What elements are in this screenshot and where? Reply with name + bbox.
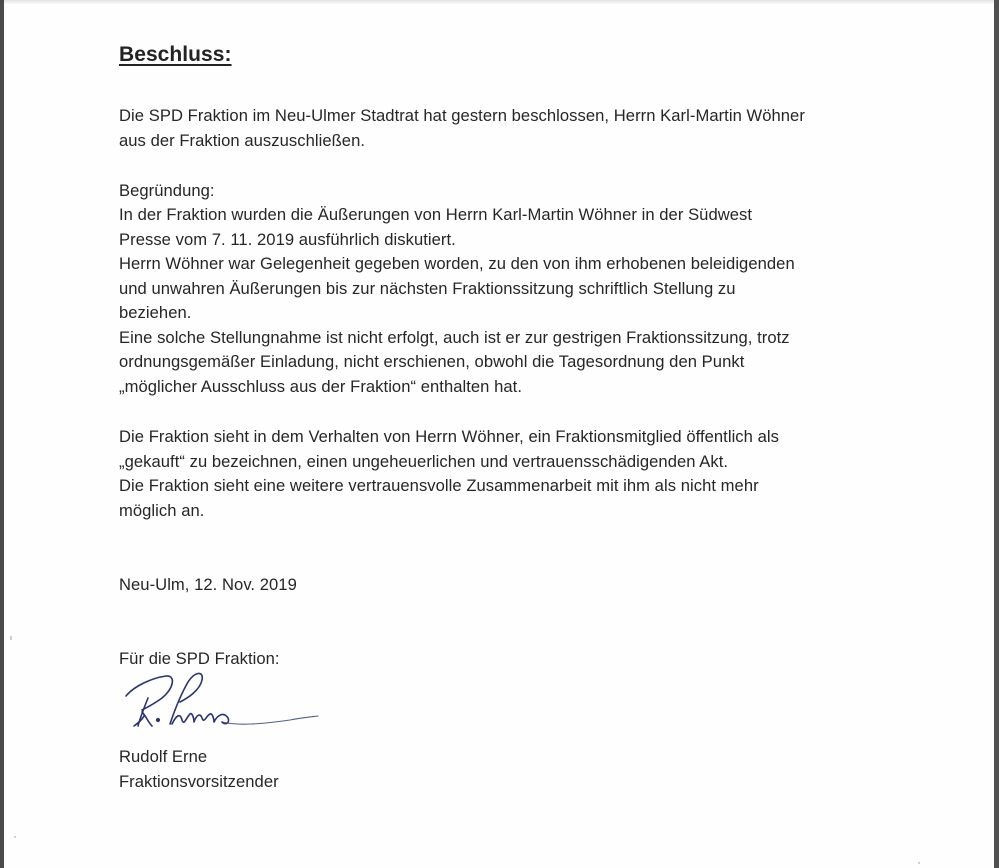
scan-artifact [10,636,12,640]
scan-border-top [4,0,994,4]
text-line: Die Fraktion sieht in dem Verhalten von Herrn Wöhner, ein Fraktionsmitglied öffentlich als [119,427,779,446]
scan-artifact [918,862,920,864]
text-line: In der Fraktion wurden die Äußerungen von Herrn Karl-Martin Wöhner in der Südwest [119,205,753,224]
signatory-name: Rudolf Erne [119,747,208,766]
text-line: „gekauft“ zu bezeichnen, einen ungeheuerlichen und vertrauensschädigenden Akt. [119,452,729,471]
text-line: Presse vom 7. 11. 2019 ausführlich diskutiert. [119,230,456,249]
place-date: Neu-Ulm, 12. Nov. 2019 [119,575,297,594]
reasoning-heading: Begründung: [119,181,215,200]
text-line: aus der Fraktion auszuschließen. [119,131,366,150]
text-line: Die Fraktion sieht eine weitere vertrauensvolle Zusammenarbeit mit ihm als nicht mehr [119,476,759,495]
text-line: und unwahren Äußerungen bis zur nächsten Fraktionssitzung schriftlich Stellung zu [119,279,736,298]
document-title: Beschluss: [119,43,232,66]
scan-artifact [14,836,16,838]
on-behalf-label: Für die SPD Fraktion: [119,649,280,668]
text-line: „möglicher Ausschluss aus der Fraktion“ enthalten hat. [119,377,522,396]
scan-border-left [0,0,4,868]
text-line: Herrn Wöhner war Gelegenheit gegeben worden, zu den von ihm erhobenen beleidigenden [119,254,795,273]
signature-icon [122,668,322,738]
text-line: beziehen. [119,303,192,322]
signatory-role: Fraktionsvorsitzender [119,772,279,791]
text-line: Die SPD Fraktion im Neu-Ulmer Stadtrat hat gestern beschlossen, Herrn Karl-Martin Wöhner [119,106,805,125]
scan-border-right [994,0,999,868]
text-line: möglich an. [119,501,205,520]
text-line: Eine solche Stellungnahme ist nicht erfolgt, auch ist er zur gestrigen Fraktionssitzung, trotz [119,328,790,347]
text-line: ordnungsgemäßer Einladung, nicht erschienen, obwohl die Tagesordnung den Punkt [119,352,745,371]
